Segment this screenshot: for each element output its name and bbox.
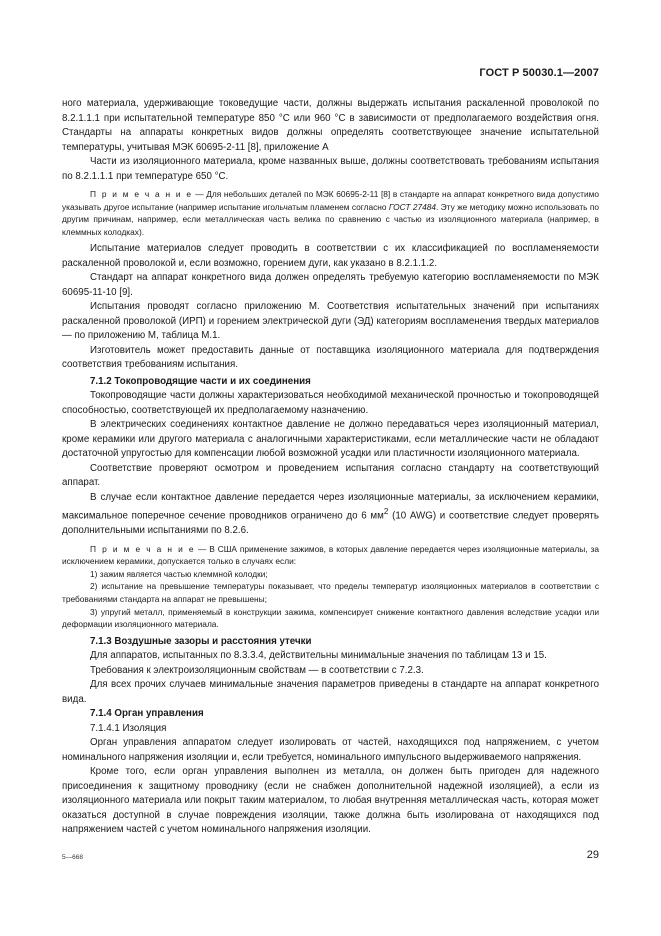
- note-item: 1) зажим является частью клеммной колодки;: [90, 568, 268, 579]
- paragraph: Испытания проводят согласно приложению М. Соответствия испытательных значений при испытаниях раскаленной проволокой (ИРП) и горением электрической дуги (ЭД) категориям воспламенения твердых материалов — по приложению М, таблица М.1.: [62, 301, 599, 342]
- note-text: — В США применение зажимов, в которых давление передается через изоляционные материалы, за исключением керамики, допускается только в случаях если:: [62, 543, 599, 567]
- paragraph: Изготовитель может предоставить данные от поставщика изоляционного материала для подтверждения соответствия требованиям испытания.: [62, 344, 599, 371]
- note-label: П р и м е ч а н и е: [90, 189, 193, 199]
- note: [62, 188, 599, 238]
- note-standard-ref: ГОСТ 27484: [388, 201, 437, 212]
- print-mark: 5—668: [62, 854, 83, 861]
- section-heading: 7.1.4 Орган управления: [90, 708, 204, 720]
- note-label: П р и м е ч а н и е: [90, 543, 196, 554]
- page-number: 29: [586, 849, 599, 861]
- section-heading: 7.1.3 Воздушные зазоры и расстояния утечки: [90, 635, 312, 647]
- paragraph: В электрических соединениях контактное давление не должно передаваться через изоляционный материал, кроме керамики или другого материала с аналогичными характеристиками, если металлические части не обладают достаточной упругостью для компенсации любой возможной усадки или пластичности изоляционного материала.: [62, 419, 599, 460]
- paragraph: В случае если контактное давление передается через изоляционные материалы, за исключением керамики, максимальное поперечное сечение проводников ограничено до 6 $мм^2$ (10 AWG) и соответствие следует проверять дополнительными испытаниями по 8.2.6.: [62, 491, 599, 537]
- subsection-heading: 7.1.4.1 Изоляция: [90, 722, 167, 734]
- paragraph: Токопроводящие части должны характеризоваться необходимой механической прочностью и токопроводящей способностью, соответствующей их предполагаемому назначению.: [62, 390, 599, 416]
- paragraph: Части из изоляционного материала, кроме названных выше, должны соответствовать требованиям испытания по 8.2.1.1.1 при температуре 650 °С.: [62, 156, 599, 182]
- note-item: 2) испытание на превышение температуры показывает, что пределы температур изоляционных материалов в соответствии с требованиями стандарта на аппарат не превышены;: [62, 581, 599, 604]
- paragraph: Орган управления аппаратом следует изолировать от частей, находящихся под напряжением, с учетом номинального напряжения изоляции и, если требуется, номинального импульсного выдерживаемого напряжения.: [62, 737, 599, 763]
- note-item: 3) упругий металл, применяемый в конструкции зажима, компенсирует снижение контактного давления вследствие усадки или деформации изоляционного материала.: [62, 606, 599, 630]
- paragraph: Для аппаратов, испытанных по 8.3.3.4, действительны минимальные значения по таблицам 13 и 15.: [90, 650, 547, 662]
- paragraph: Испытание материалов следует проводить в соответствии с их классификацией по воспламеняемости раскаленной проволокой и, если возможно, горением дуги, как указано в 8.2.1.1.2.: [62, 243, 599, 269]
- page-content: [62, 97, 599, 838]
- standard-code: ГОСТ Р 50030.1—2007: [479, 67, 599, 79]
- paragraph: Для всех прочих случаев минимальные значения параметров приведены в стандарте на аппарат конкретного вида.: [62, 679, 599, 705]
- paragraph: Стандарт на аппарат конкретного вида должен определять требуемую категорию воспламеняемости по МЭК 60695-11-10 [9].: [62, 272, 599, 298]
- superscript: 2: [383, 507, 389, 517]
- paragraph: ного материала, удерживающие токоведущие части, должны выдержать испытания раскаленной проволокой по 8.2.1.1.1 при испытательной температуре 850 °С или 960 °С в зависимости от предполагаемого воздействия огня. Стандарты на аппараты конкретных видов должны определять соответствующее значение испытательной температуры, учитывая МЭК 60695-2-11 [8], приложение А: [62, 98, 599, 153]
- paragraph: Соответствие проверяют осмотром и проведением испытания согласно стандарту на соответствующий аппарат.: [62, 462, 599, 489]
- note: [62, 543, 599, 568]
- paragraph: Кроме того, если орган управления выполнен из металла, он должен быть пригоден для надежного присоединения к защитному проводнику (если не снабжен дополнительной надежной изоляцией), а если из изоляционного материала или покрыт таким материалом, то любая внутренняя металлическая часть, которая может оказаться доступной в случае повреждения изоляции, также должна быть изолирована от находящихся под напряжением частей с учетом номинального напряжения изоляции.: [62, 766, 599, 836]
- note-text: . Эту же методику можно использовать по другим причинам, например, если металлическая часть велика по сравнению с частью из изоляционного материала (например, в клеммных колодках).: [62, 201, 599, 237]
- paragraph: Требования к электроизоляционным свойствам — в соответствии с 7.2.3.: [90, 664, 424, 676]
- note-text: — Для небольших деталей по МЭК 60695-2-11 [8] в стандарте на аппарат конкретного вида допустимо указывать другое испытание (например испытание игольчатым пламенем согласно: [62, 189, 599, 212]
- section-heading: 7.1.2 Токопроводящие части и их соединения: [90, 375, 311, 387]
